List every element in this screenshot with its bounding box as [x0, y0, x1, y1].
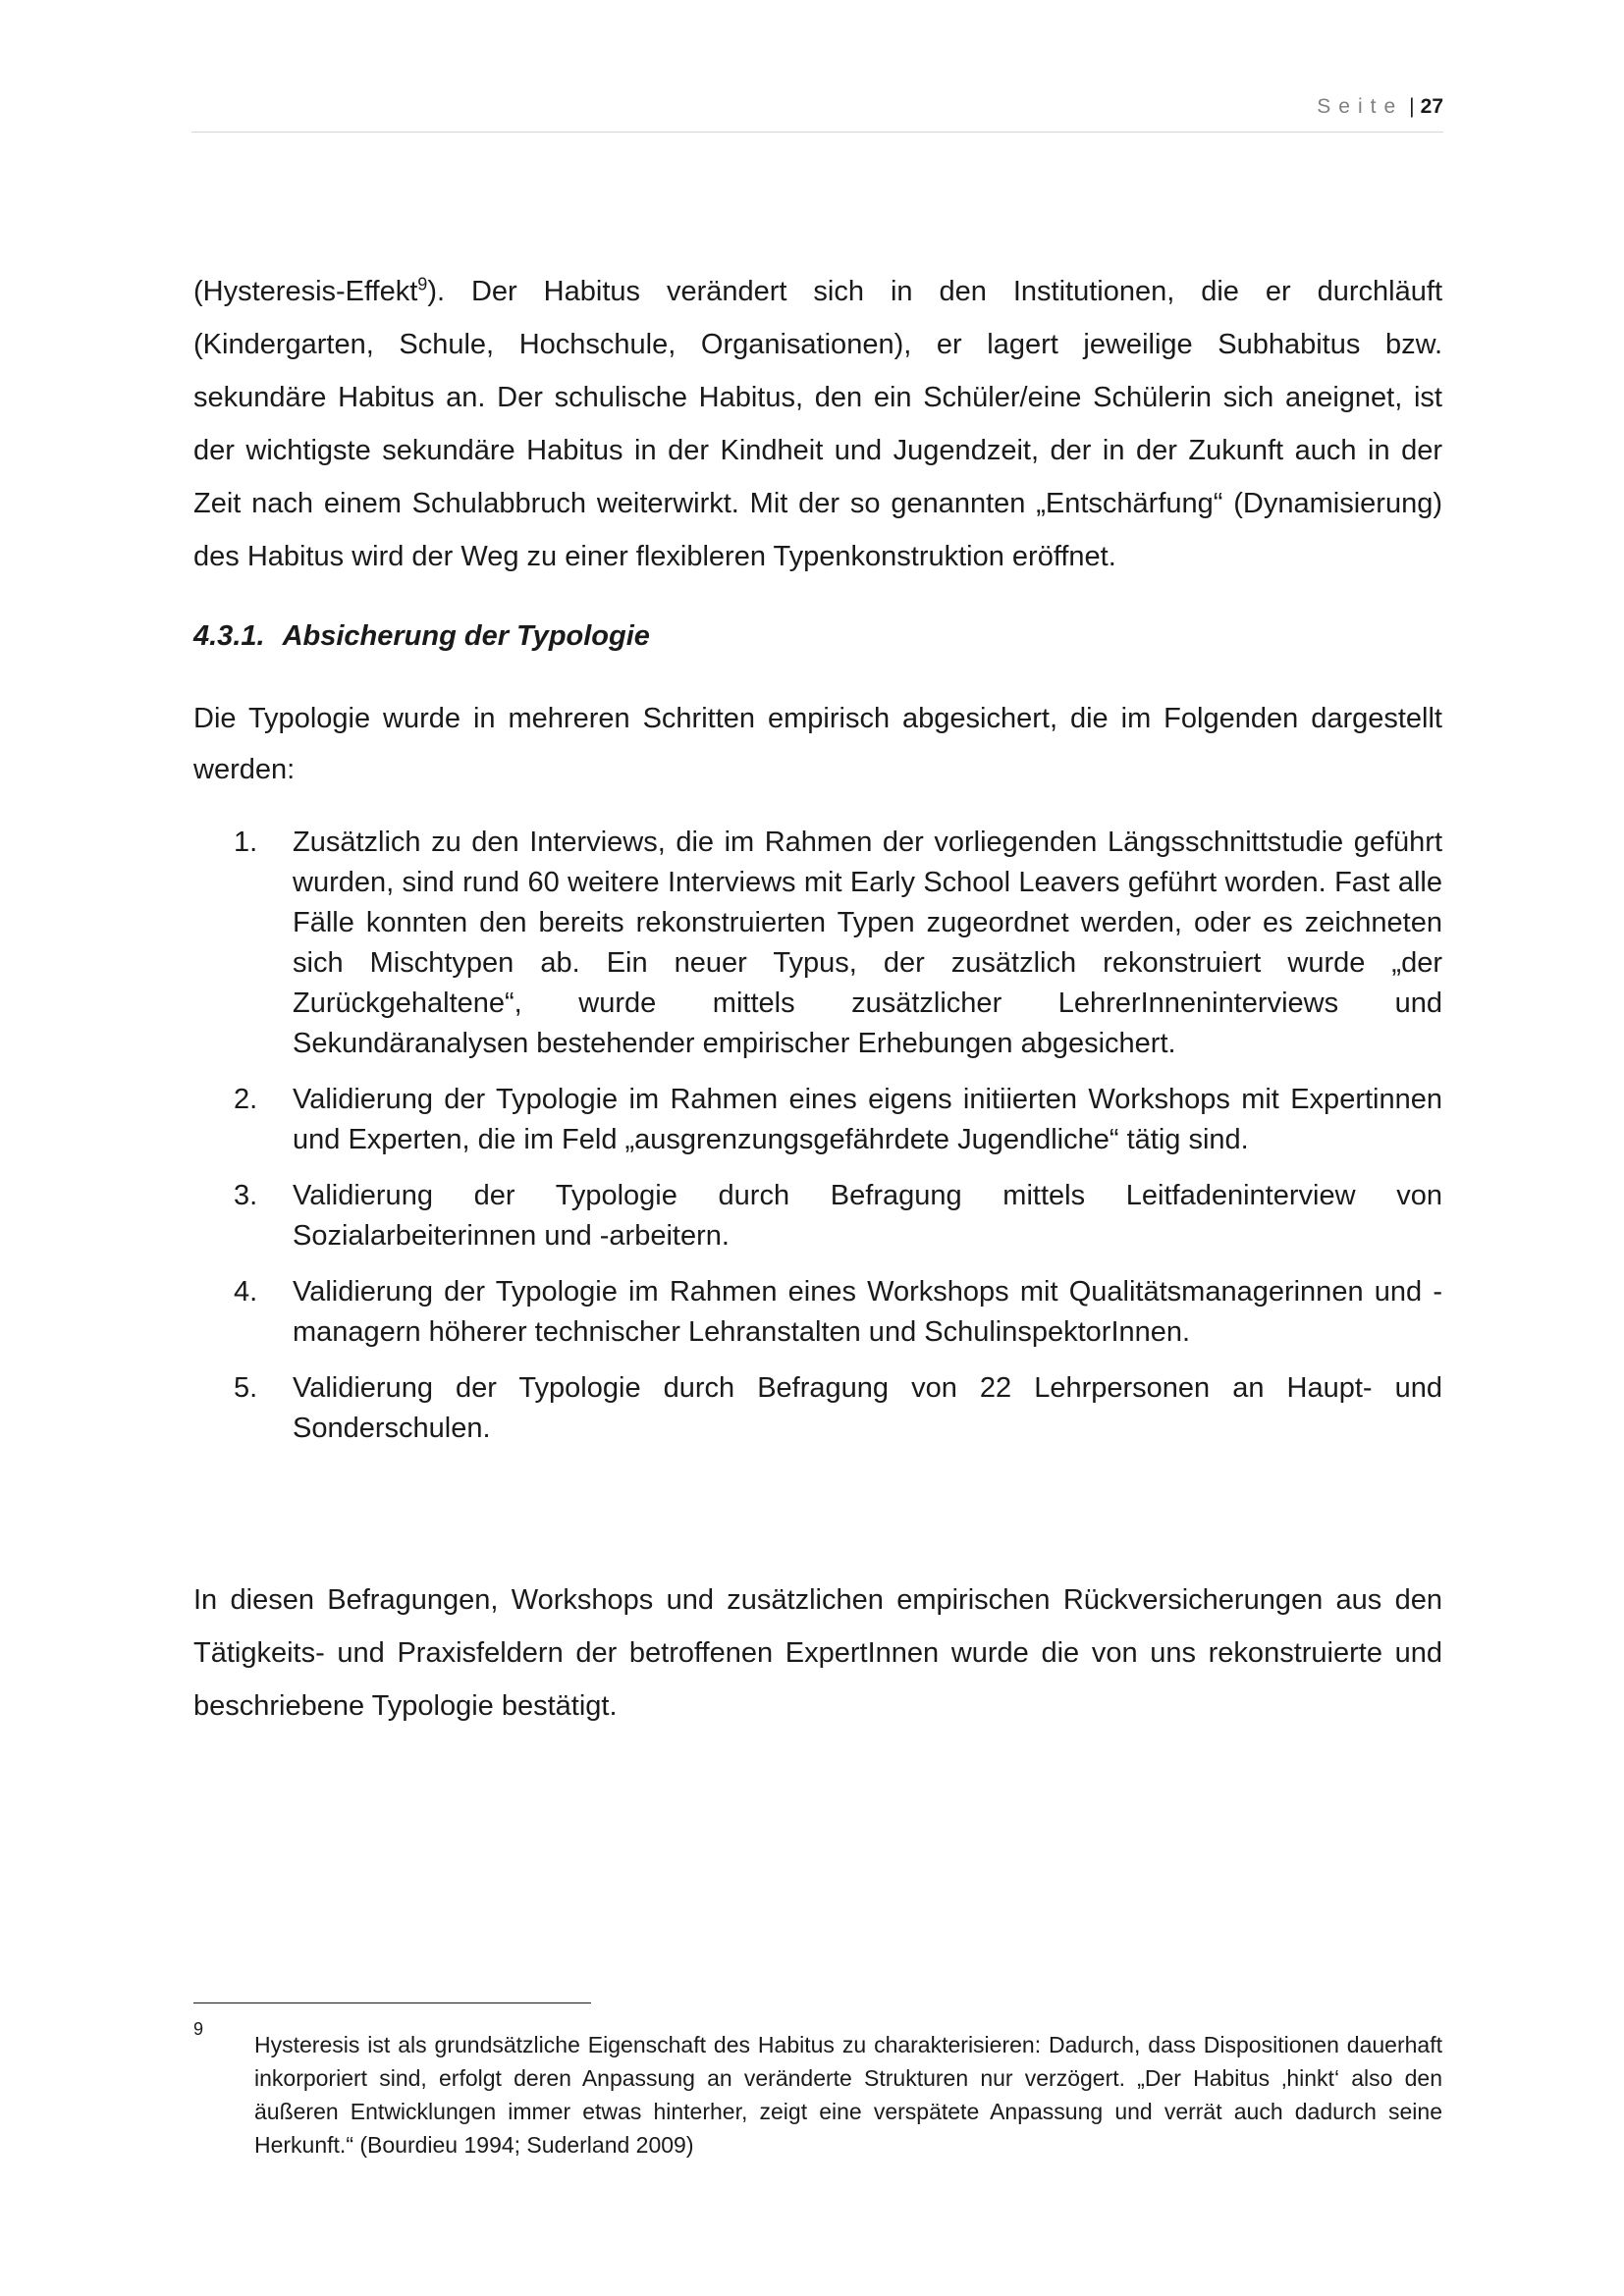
footnote-text: Hysteresis ist als grundsätzliche Eigenschaft des Habitus zu charakterisieren: Dadurch, dass Dispositionen dauerhaft inkorporiert sind, erfolgt deren Anpassung an veränderte Strukturen nur verzögert. „Der Habitus ‚hinkt‘ also den äußeren Entwicklungen immer etwas hinterher, zeigt eine verspätete Anpassung und verrät auch dadurch seine Herkunft.“ (Bourdieu 1994; Suderland 2009) — [254, 2032, 1442, 2158]
footnote-divider — [193, 2002, 591, 2003]
section-heading — [193, 620, 650, 653]
page-header — [191, 96, 1443, 133]
list-item-number: 1. — [234, 827, 258, 858]
page-label: Seite — [1317, 95, 1404, 118]
list-item-text: Zusätzlich zu den Interviews, die im Rahmen der vorliegenden Längsschnittstudie geführt wurden, sind rund 60 weitere Interviews mit Early School Leavers geführt worden. Fast alle Fälle konnten den bereits rekonstruierten Typen zugeordnet werden, oder es zeichneten sich Mischtypen ab. Ein neuer Typus, der zusätzlich rekonstruiert wurde „der Zurückgehaltene“, wurde mittels zusätzlicher LehrerInneninterviews und Sekundäranalysen bestehender empirischer Erhebungen abgesichert. — [293, 827, 1442, 1059]
footnote-reference[interactable]: 9 — [417, 274, 428, 294]
section-number: 4.3.1. — [193, 620, 265, 652]
page-number: 27 — [1420, 95, 1443, 118]
list-item — [193, 1080, 1442, 1160]
list-item — [193, 1272, 1442, 1353]
list-item — [193, 1176, 1442, 1256]
footnote — [193, 2018, 1442, 2162]
list-item — [193, 823, 1442, 1064]
paragraph-lead: (Hysteresis-Effekt — [193, 276, 418, 307]
list-item — [193, 1368, 1442, 1449]
header-separator: | — [1409, 95, 1415, 118]
closing-paragraph: In diesen Befragungen, Workshops und zusätzlichen empirischen Rückversicherungen aus den Tätigkeits- und Praxisfeldern der betroffenen ExpertInnen wurde die von uns rekonstruierte und beschriebene Typologie bestätigt. — [193, 1584, 1442, 1722]
list-item-number: 4. — [234, 1276, 258, 1308]
list-item-text: Validierung der Typologie durch Befragung von 22 Lehrpersonen an Haupt- und Sonderschulen. — [293, 1372, 1442, 1444]
list-item-number: 3. — [234, 1180, 258, 1211]
list-item-text: Validierung der Typologie im Rahmen eines eigens initiierten Workshops mit Expertinnen und Experten, die im Feld „ausgrenzungsgefährdete Jugendliche“ tätig sind. — [293, 1084, 1442, 1155]
list-item-number: 2. — [234, 1084, 258, 1115]
list-item-text: Validierung der Typologie im Rahmen eines Workshops mit Qualitätsmanagerinnen und -managern höherer technischer Lehranstalten und SchulinspektorInnen. — [293, 1276, 1442, 1348]
list-item-number: 5. — [234, 1372, 258, 1404]
validation-steps-list — [193, 823, 1442, 1465]
paragraph-rest: ). Der Habitus verändert sich in den Institutionen, die er durchläuft (Kindergarten, Schule, Hochschule, Organisationen), er lagert jeweilige Subhabitus bzw. sekundäre Habitus an. Der schulische Habitus, den ein Schüler/eine Schülerin sich aneignet, ist der wichtigste sekundäre Habitus in der Kindheit und Jugendzeit, der in der Zukunft auch in der Zeit nach einem Schulabbruch weiterwirkt. Mit der so genannten „Entschärfung“ (Dynamisierung) des Habitus wird der Weg zu einer flexibleren Typenkonstruktion eröffnet. — [193, 276, 1442, 572]
section-title: Absicherung der Typologie — [282, 620, 650, 652]
paragraph-hysteresis — [193, 265, 1442, 583]
intro-paragraph: Die Typologie wurde in mehreren Schritten empirisch abgesichert, die im Folgenden dargestellt werden: — [193, 703, 1442, 785]
list-item-text: Validierung der Typologie durch Befragung mittels Leitfadeninterview von Sozialarbeiterinnen und -arbeitern. — [293, 1180, 1442, 1252]
footnote-mark: 9 — [193, 2019, 204, 2039]
